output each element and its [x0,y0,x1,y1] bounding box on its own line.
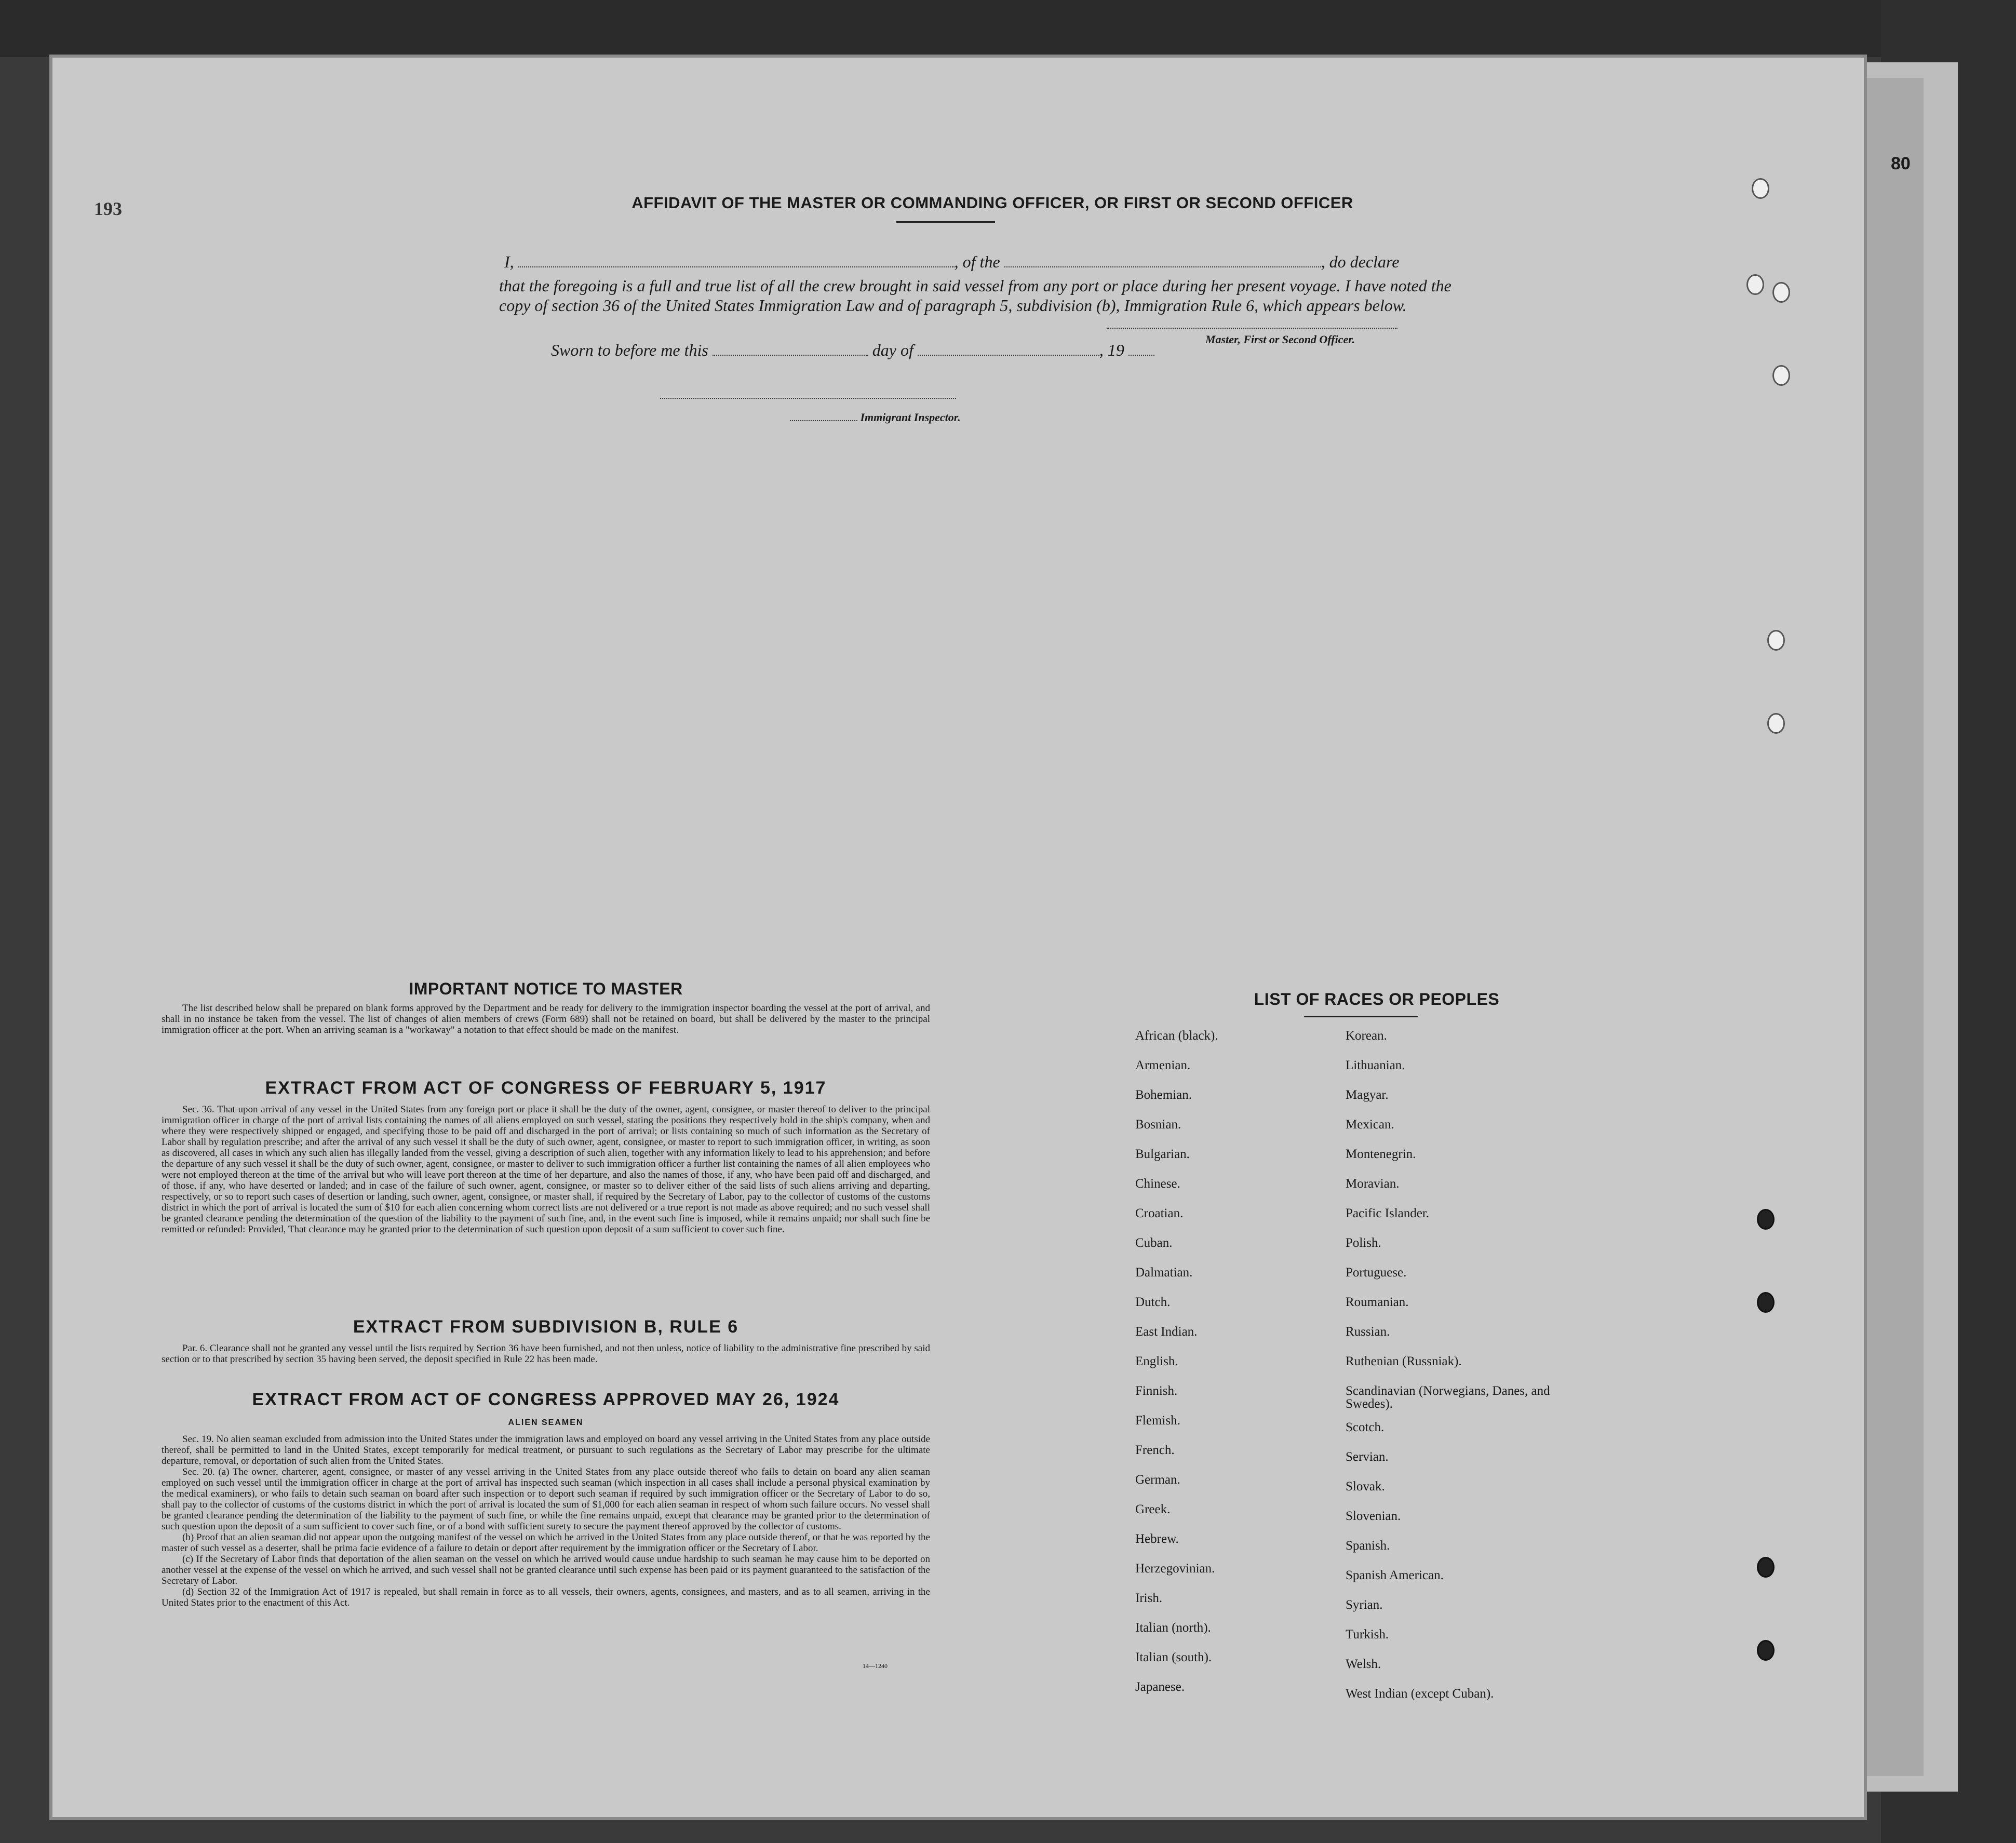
race-item: Italian (south). [1135,1650,1212,1664]
extract-1924-title: EXTRACT FROM ACT OF CONGRESS APPROVED MAY 26, 1924 [252,1390,840,1409]
race-item: Hebrew. [1135,1532,1179,1546]
race-item: Greek. [1135,1502,1171,1516]
form-number: 14—1240 [863,1662,888,1670]
inspector-signature-caption: Immigrant Inspector. [790,411,961,424]
race-item: Dutch. [1135,1295,1171,1309]
affidavit-declaration-line: I, , of the , do declare [504,252,1400,271]
master-signature-caption: Master, First or Second Officer. [1205,333,1355,346]
race-item: Portuguese. [1346,1266,1407,1280]
extract-1924-para: (b) Proof that an alien seaman did not appear upon the outgoing manifest of the vessel on which he arrived in the United States from any place outside thereof, or that he was reported by the master of such vessel as a deserter, shall be prima facie evidence of a failure to detain or deport after requirement by the immigration officer or the Secretary of Labor. [162,1532,930,1554]
inspector-signature-line[interactable] [660,398,956,399]
sworn-line: Sworn to before me this day of , 19 [499,341,1278,360]
notice-text: The list described below shall be prepared on blank forms approved by the Department and be ready for delivery to the immigration inspector boarding the vessel at the port of arrival, and shall in no instance be taken from the vessel. The list of changes of alien members of crews (Form 689) shall not be retained on board, but shall be delivered by the master to the principal immigration officer at the port. When an arriving seaman is a "workaway" a notation to that effect should be made on the manifest. [162,1003,930,1035]
race-item: Moravian. [1346,1177,1400,1191]
race-item: Armenian. [1135,1058,1191,1072]
extract-1924-text [162,1434,930,1608]
race-item: Magyar. [1346,1088,1389,1102]
form-page [49,55,1911,1820]
race-item: Slovak. [1346,1479,1385,1494]
race-item: Slovenian. [1346,1509,1401,1523]
race-item: Ruthenian (Russniak). [1346,1354,1462,1368]
punch-hole [1757,1557,1775,1578]
race-item: Bohemian. [1135,1088,1192,1102]
affidavit-body: that the foregoing is a full and true list of all the crew brought in said vessel from any port or place during her present voyage. I have noted the copy of section 36 of the United States Immigration Law and of paragraph 5, subdivision (b), Immigration Rule 6, which appears below. [499,276,1451,315]
race-item: Herzegovinian. [1135,1562,1215,1576]
punch-hole [1746,274,1764,295]
punch-hole [1757,1292,1775,1313]
race-item: Roumanian. [1346,1295,1409,1309]
punch-hole [1757,1640,1775,1661]
races-title-rule [1304,1016,1418,1017]
sworn-year-blank[interactable] [1128,355,1154,356]
punch-hole [1767,713,1785,734]
race-item: Japanese. [1135,1680,1185,1694]
race-item: Croatian. [1135,1206,1184,1220]
race-item: Cuban. [1135,1236,1173,1250]
race-item: Irish. [1135,1591,1163,1605]
race-item: Polish. [1346,1236,1381,1250]
race-item: Scotch. [1346,1420,1385,1434]
race-item: West Indian (except Cuban). [1346,1687,1494,1701]
master-signature-line[interactable] [1107,328,1397,329]
race-item: Montenegrin. [1346,1147,1416,1161]
race-item: Lithuanian. [1346,1058,1405,1072]
race-item: Italian (north). [1135,1621,1211,1635]
race-item: Finnish. [1135,1384,1178,1398]
scan-background-top [0,0,2016,57]
sworn-day-blank[interactable] [713,355,868,356]
race-item: Dalmatian. [1135,1266,1193,1280]
extract-1917-text: Sec. 36. That upon arrival of any vessel in the United States from any foreign port or place it shall be the duty of the owner, agent, consignee, or master thereof to deliver to the principal immigration officer in charge of the port of arrival lists containing the names of all aliens employed on such vessel, stating the positions they respectively hold in the ship's company, when and where they were respectively shipped or engaged, and specifying those to be paid off and discharged in the port of arrival; or lists containing so much of such information as the Secretary of Labor shall by regulation prescribe; and after the arrival of any such vessel it shall be the duty of such owner, agent, consignee, or master to report to such immigration officer, in writing, as soon as discovered, all cases in which any such alien has illegally landed from the vessel, giving a description of such alien, together with any information likely to lead to his apprehension; and before the departure of any such vessel it shall be the duty of such owner, agent, consignee, or master to deliver to such immigration officer a further list containing the names of all alien employees who were not employed thereon at the time of the arrival but who will leave port thereon at the time of her departure, and also the names of those, if any, who have been paid off and discharged, and of those, if any, who have deserted or landed; and in case of the failure of such owner, agent, consignee, or master so to deliver either of the said lists of such aliens arriving and departing, respectively, or so to report such cases of desertion or landing, such owner, agent, consignee, or master shall, if required by the Secretary of Labor, pay to the collector of customs of the customs district in which the port of arrival is located the sum of $10 for each alien concerning whom correct lists are not delivered or a true report is not made as above required; and no such vessel shall be granted clearance pending the determination of the question of the liability to the payment of such fine, and, in the event such fine is imposed, while it remains unpaid; nor shall such fine be remitted or refunded: Provided, That clearance may be granted prior to the determination of such question upon deposit of a sum sufficient to cover such fine. [162,1104,930,1235]
notice-title: IMPORTANT NOTICE TO MASTER [409,979,683,998]
vessel-blank[interactable] [1004,266,1321,267]
race-item: Korean. [1346,1029,1387,1043]
race-item: African (black). [1135,1029,1218,1043]
extract-1917-title: EXTRACT FROM ACT OF CONGRESS OF FEBRUARY 5, 1917 [265,1078,827,1098]
punch-hole [1772,365,1790,386]
race-item: East Indian. [1135,1325,1198,1339]
extract-1924-para: Sec. 19. No alien seaman excluded from admission into the United States under the immigration laws and employed on board any vessel arriving in the United States from any place outside thereof, shall be permitted to land in the United States, except temporarily for medical treatment, or pursuant to such regulations as the Secretary of Labor may prescribe for the ultimate departure, removal, or deportation of such alien from the United States. [162,1434,930,1467]
races-left-column [1135,1021,1353,1702]
punch-hole [1767,630,1785,651]
race-item: Bosnian. [1135,1118,1181,1132]
race-item: Turkish. [1346,1627,1389,1642]
race-item: Mexican. [1346,1118,1394,1132]
affidavit-title: AFFIDAVIT OF THE MASTER OR COMMANDING OFFICER, OR FIRST OR SECOND OFFICER [631,194,1353,212]
race-item: Flemish. [1135,1414,1180,1428]
race-item: Syrian. [1346,1598,1383,1612]
punch-hole [1752,178,1769,199]
extract-1924-para: (c) If the Secretary of Labor finds that deportation of the alien seaman on the vessel on which he arrived would cause undue hardship to such seaman he may cause him to be deported on another vessel at the expense of the vessel on which he arrived, and such vessel shall not be granted clearance until such expense has been paid or its payment guaranteed to the satisfaction of the Secretary of Labor. [162,1554,930,1586]
race-item: German. [1135,1473,1180,1487]
race-item: English. [1135,1354,1178,1368]
margin-handwritten-mark: 193 [94,198,122,219]
extract-rule6-text: Par. 6. Clearance shall not be granted any vessel until the lists required by Section 36 have been furnished, and not then unless, notice of liability to the administrative fine prescribed by said section or to that prescribed by section 35 having been served, the deposit specified in Rule 22 has been made. [162,1343,930,1365]
extract-1924-para: (d) Section 32 of the Immigration Act of 1917 is repealed, but shall remain in force as to all vessels, their owners, agents, consignees, and masters, and as to all seamen, arriving in the United States prior to the enactment of this Act. [162,1586,930,1608]
punch-hole [1757,1209,1775,1230]
alien-seamen-subtitle: ALIEN SEAMEN [508,1418,584,1427]
races-title: LIST OF RACES OR PEOPLES [1254,990,1500,1008]
race-item: French. [1135,1443,1175,1457]
race-item: Scandinavian (Norwegians, Danes, and Swedes). [1346,1384,1550,1411]
race-item: Welsh. [1346,1657,1381,1671]
race-item: Bulgarian. [1135,1147,1190,1161]
extract-1924-para: Sec. 20. (a) The owner, charterer, agent, consignee, or master of any vessel arriving in the United States from any place outside thereof who fails to detain on board any alien seaman employed on such vessel until the immigration officer in charge at the port of arrival has inspected such seaman (which inspection in all cases shall include a personal physical examination by the medical examiners), or who fails to detain such seaman on board after such inspection or to deport such seaman if required by such immigration officer or the Secretary of Labor to do so, shall pay to the collector of customs of the customs district in which the port of arrival is located the sum of $1,000 for each alien seaman in respect of whom such failure occurs. No vessel shall be granted clearance pending the determination of the liability to the payment of such fine, or while the fine remains unpaid, except that clearance may be granted prior to the determination of such question upon the deposit of a sum sufficient to cover such fine, or of a bond with sufficient surety to secure the payment thereof approved by the collector of customs. [162,1467,930,1532]
punch-hole [1772,282,1790,303]
race-item: Russian. [1346,1325,1390,1339]
race-item: Chinese. [1135,1177,1180,1191]
sworn-month-blank[interactable] [918,355,1099,356]
name-blank[interactable] [518,266,955,267]
race-item: Spanish American. [1346,1568,1444,1582]
race-item: Servian. [1346,1450,1389,1464]
extract-rule6-title: EXTRACT FROM SUBDIVISION B, RULE 6 [353,1317,739,1337]
page-number: 80 [1891,154,1911,173]
races-right-column [1346,1021,1590,1709]
race-item: Spanish. [1346,1539,1390,1553]
race-item: Pacific Islander. [1346,1206,1430,1220]
